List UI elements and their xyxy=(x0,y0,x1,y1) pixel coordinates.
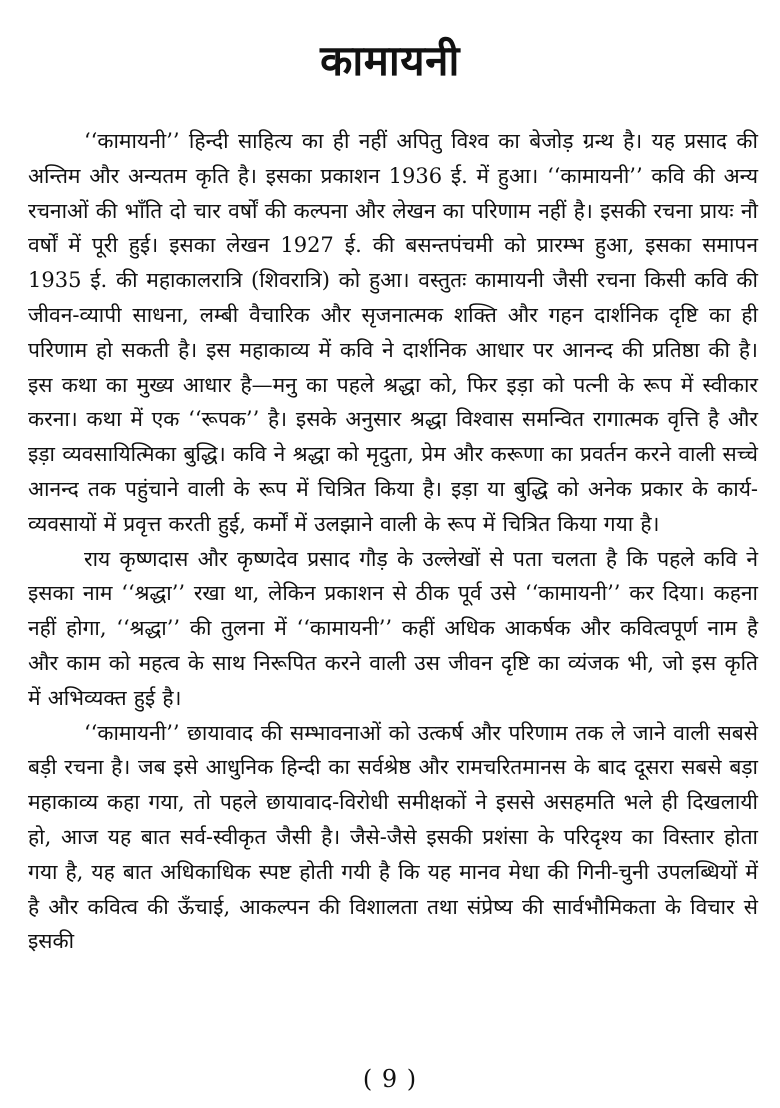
paragraph-2: राय कृष्णदास और कृष्णदेव प्रसाद गौड़ के उल्लेखों से पता चलता है कि पहले कवि ने इसका नाम ‘‘श्रद्धा’’ रखा था, लेकिन प्रकाशन से ठीक पूर्व उसे ‘‘कामायनी’’ कर दिया। कहना नहीं होगा, ‘‘श्रद्धा’’ की तुलना में ‘‘कामायनी’’ कहीं अधिक आकर्षक और कवित्वपूर्ण नाम है और काम को महत्व के साथ निरूपित करने वाली उस जीवन दृष्टि का व्यंजक भी, जो इस कृति में अभिव्यक्त हुई है। xyxy=(28,546,758,710)
page-title: कामायनी xyxy=(320,36,460,86)
paragraph-3: ‘‘कामायनी’’ छायावाद की सम्भावनाओं को उत्कर्ष और परिणाम तक ले जाने वाली सबसे बड़ी रचना है। जब इसे आधुनिक हिन्दी का सर्वश्रेष्ठ और रामचरितमानस के बाद दूसरा सबसे बड़ा महाकाव्य कहा गया, तो पहले छायावाद-विरोधी समीक्षकों ने इससे असहमति भले ही दिखलायी हो, आज यह बात सर्व-स्वीकृत जैसी है। जैसे-जैसे इसकी प्रशंसा के परिदृश्य का विस्तार होता गया है, यह बात अधिकाधिक स्पष्ट होती गयी है कि यह मानव मेधा की गिनी-चुनी उपलब्धियों में है और कवित्व की ऊँचाई, आकल्पन की विशालता तथा संप्रेष्य की सार्वभौमिकता के विचार से इसकी xyxy=(28,720,758,954)
page-number: ( 9 ) xyxy=(362,1065,418,1093)
paragraph-1: ‘‘कामायनी’’ हिन्दी साहित्य का ही नहीं अपितु विश्व का बेजोड़ ग्रन्थ है। यह प्रसाद की अन्तिम और अन्यतम कृति है। इसका प्रकाशन 1936 ई. में हुआ। ‘‘कामायनी’’ कवि की अन्य रचनाओं की भाँति दो चार वर्षों की कल्पना और लेखन का परिणाम नहीं है। इसकी रचना प्रायः नौ वर्षों में पूरी हुई। इसका लेखन 1927 ई. की बसन्तपंचमी को प्रारम्भ हुआ, इसका समापन 1935 ई. की महाकालरात्रि (शिवरात्रि) को हुआ। वस्तुतः कामायनी जैसी रचना किसी कवि की जीवन-व्यापी साधना, लम्बी वैचारिक और सृजनात्मक शक्ति और गहन दार्शनिक दृष्टि का ही परिणाम हो सकती है। इस महाकाव्य में कवि ने दार्शनिक आधार पर आनन्द की प्रतिष्ठा की है। इस कथा का मुख्य आधार है—मनु का पहले श्रद्धा को, फिर इड़ा को पत्नी के रूप में स्वीकार करना। कथा में एक ‘‘रूपक’’ है। इसके अनुसार श्रद्धा विश्वास समन्वित रागात्मक वृत्ति है और इड़ा व्यवसायित्मिका बुद्धि। कवि ने श्रद्धा को मृदुता, प्रेम और करूणा का प्रवर्तन करने वाली सच्चे आनन्द तक पहुंचाने वाली के रूप में चित्रित किया है। इड़ा या बुद्धि को अनेक प्रकार के कार्य-व्यवसायों में प्रवृत्त करती हुई, कर्मों में उलझाने वाली के रूप में चित्रित किया गया है। xyxy=(28,129,758,536)
page-body xyxy=(28,124,758,959)
